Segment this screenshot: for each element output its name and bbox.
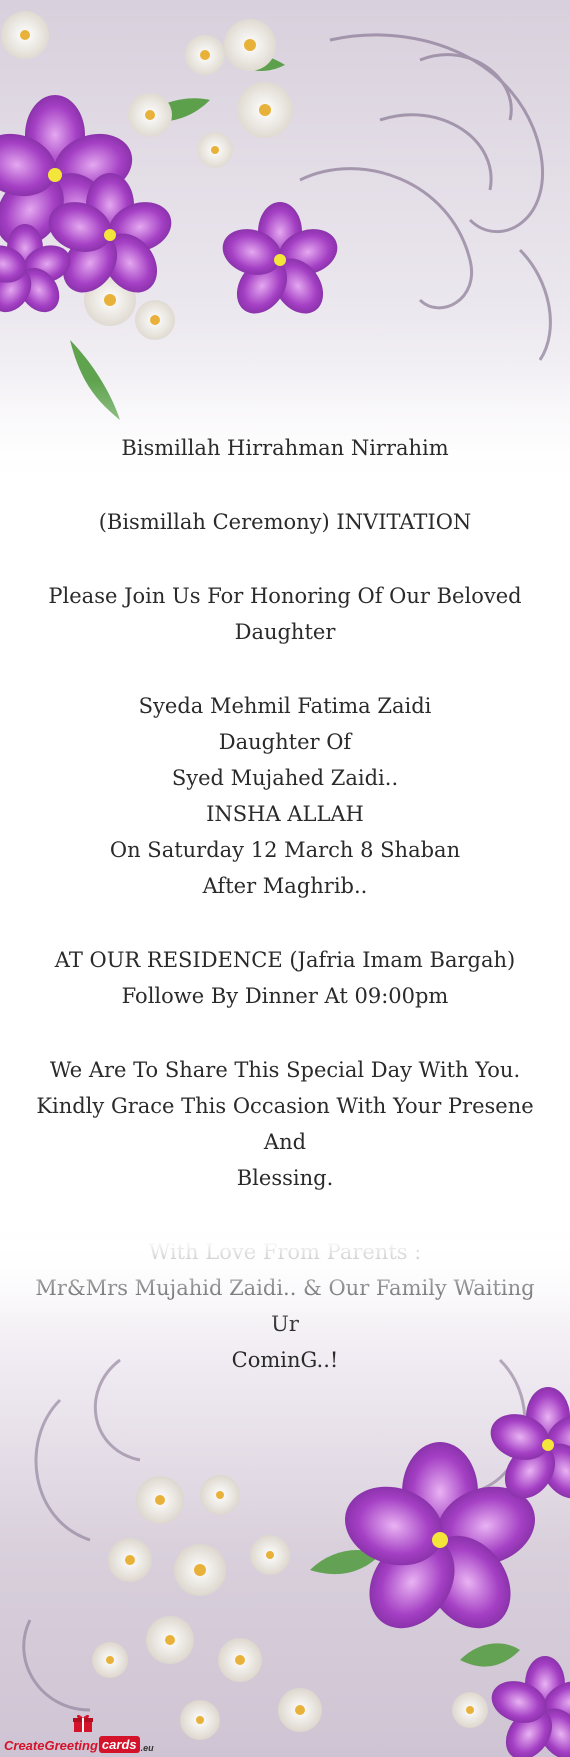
insha-allah: INSHA ALLAH <box>206 802 364 826</box>
purple-flowers <box>335 1387 570 1757</box>
venue: AT OUR RESIDENCE (Jafria Imam Bargah) <box>54 948 516 972</box>
share-line: We Are To Share This Special Day With You. <box>49 1058 521 1082</box>
logo-cards-text: cards <box>99 1736 140 1753</box>
invitation-title: (Bismillah Ceremony) INVITATION <box>98 510 472 534</box>
grace-line-2: Blessing. <box>236 1166 334 1190</box>
logo-text: CreateGreeting <box>4 1738 98 1753</box>
invitation-text <box>20 430 550 1378</box>
grace-line-1: Kindly Grace This Occasion With Your Presene And <box>36 1094 534 1154</box>
gift-icon <box>72 1713 94 1733</box>
parent-name: Syed Mujahed Zaidi.. <box>171 766 399 790</box>
relation: Daughter Of <box>218 730 352 754</box>
swirl-ornament <box>300 35 550 360</box>
greeting: Bismillah Hirrahman Nirrahim <box>121 436 449 460</box>
bottom-floral-decoration <box>0 1240 570 1757</box>
event-time: After Maghrib.. <box>202 874 368 898</box>
dinner: Followe By Dinner At 09:00pm <box>121 984 449 1008</box>
logo-domain-text: .eu <box>140 1743 154 1753</box>
request-line-1: Please Join Us For Honoring Of Our Beloved <box>48 584 522 608</box>
child-name: Syeda Mehmil Fatima Zaidi <box>138 694 432 718</box>
purple-flowers <box>0 95 343 323</box>
request-line-2: Daughter <box>234 620 336 644</box>
event-date: On Saturday 12 March 8 Shaban <box>109 838 461 862</box>
from-line-2: CominG..! <box>231 1348 339 1372</box>
